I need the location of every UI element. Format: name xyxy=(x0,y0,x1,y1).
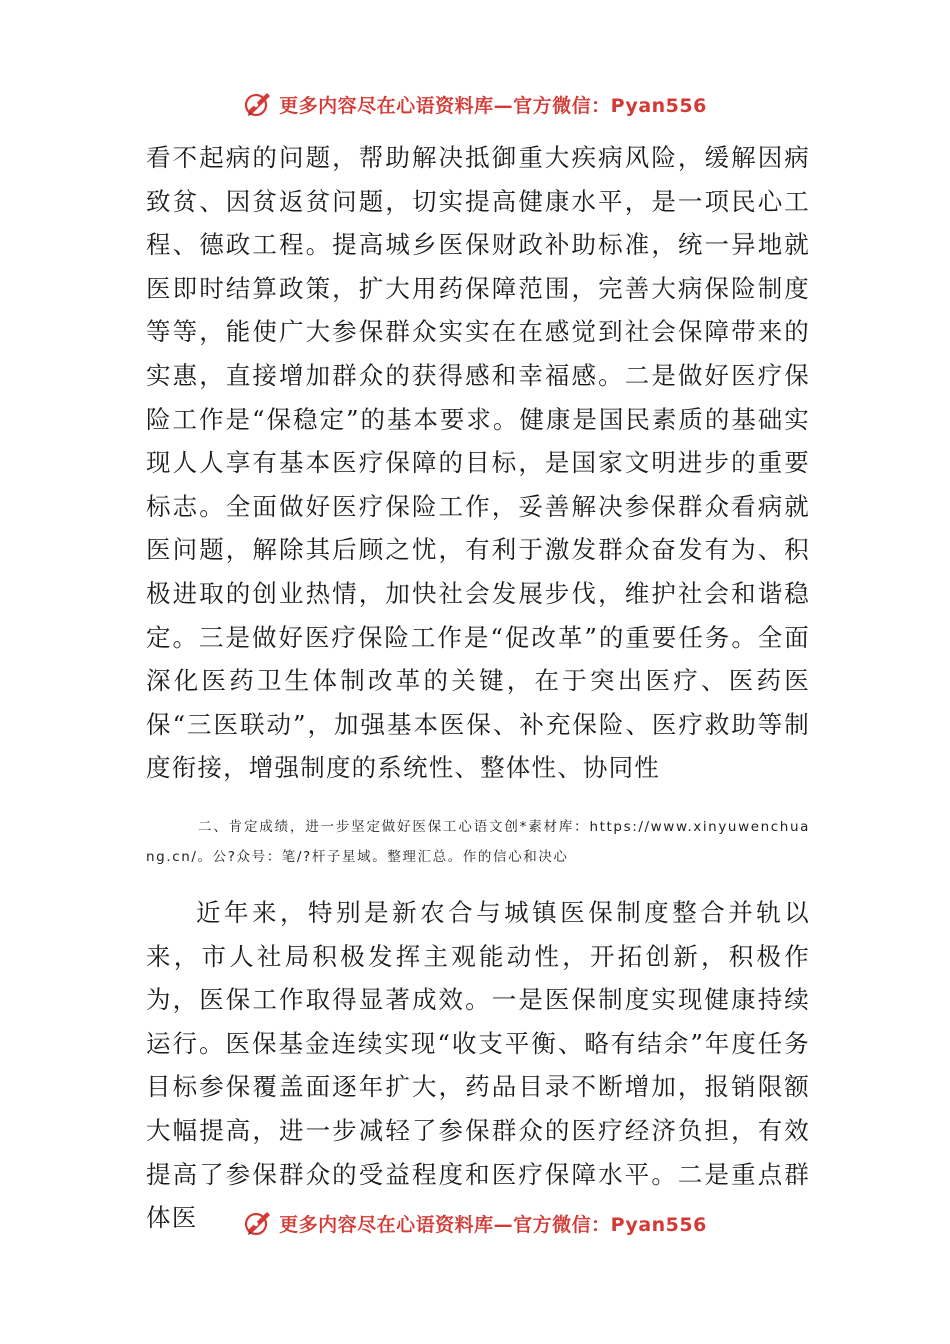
header-banner-text: 更多内容尽在心语资料库—官方微信：Pyan556 xyxy=(279,94,707,117)
header-banner xyxy=(0,84,950,124)
footer-banner xyxy=(0,1203,950,1237)
body-paragraph-2: 近年来，特别是新农合与城镇医保制度整合并轨以来，市人社局积极发挥主观能动性，开拓创新，积极作为，医保工作取得显著成效。一是医保制度实现健康持续运行。医保基金连续实现“收支平衡、略有结余”年度任务目标参保覆盖面逐年扩大，药品目录不断增加，报销限额大幅提高，进一步减轻了参保群众的医疗经济负担，有效提高了参保群众的受益程度和医疗保障水平。二是重点群体医 xyxy=(146,898,810,1233)
quill-pen-logo-icon xyxy=(243,1208,273,1237)
footer-banner-text: 更多内容尽在心语资料库—官方微信：Pyan556 xyxy=(279,1213,707,1236)
body-paragraph-1: 看不起病的问题，帮助解决抵御重大疾病风险，缓解因病致贫、因贫返贫问题，切实提高健康水平，是一项民心工程、德政工程。提高城乡医保财政补助标准，统一异地就医即时结算政策，扩大用药保障范围，完善大病保险制度等等，能使广大参保群众实实在在感觉到社会保障带来的实惠，直接增加群众的获得感和幸福感。二是做好医疗保险工作是“保稳定”的基本要求。健康是国民素质的基础实现人人享有基本医疗保障的目标，是国家文明进步的重要标志。全面做好医疗保险工作，妥善解决参保群众看病就医问题，解除其后顾之忧，有利于激发群众奋发有为、积极进取的创业热情，加快社会发展步伐，维护社会和谐稳定。三是做好医疗保险工作是“促改革”的重要任务。全面深化医药卫生体制改革的关键，在于突出医疗、医药医保“三医联动”，加强基本医保、补充保险、医疗救助等制度衔接，增强制度的系统性、整体性、协同性 xyxy=(146,143,810,783)
quill-pen-logo-icon xyxy=(243,89,273,119)
section-heading: 二、肯定成绩，进一步坚定做好医保工心语文创*素材库：https://www.xinyuwenchuang.cn/。公?众号：笔/?杆子星域。整理汇总。作的信心和决心 xyxy=(146,819,810,865)
